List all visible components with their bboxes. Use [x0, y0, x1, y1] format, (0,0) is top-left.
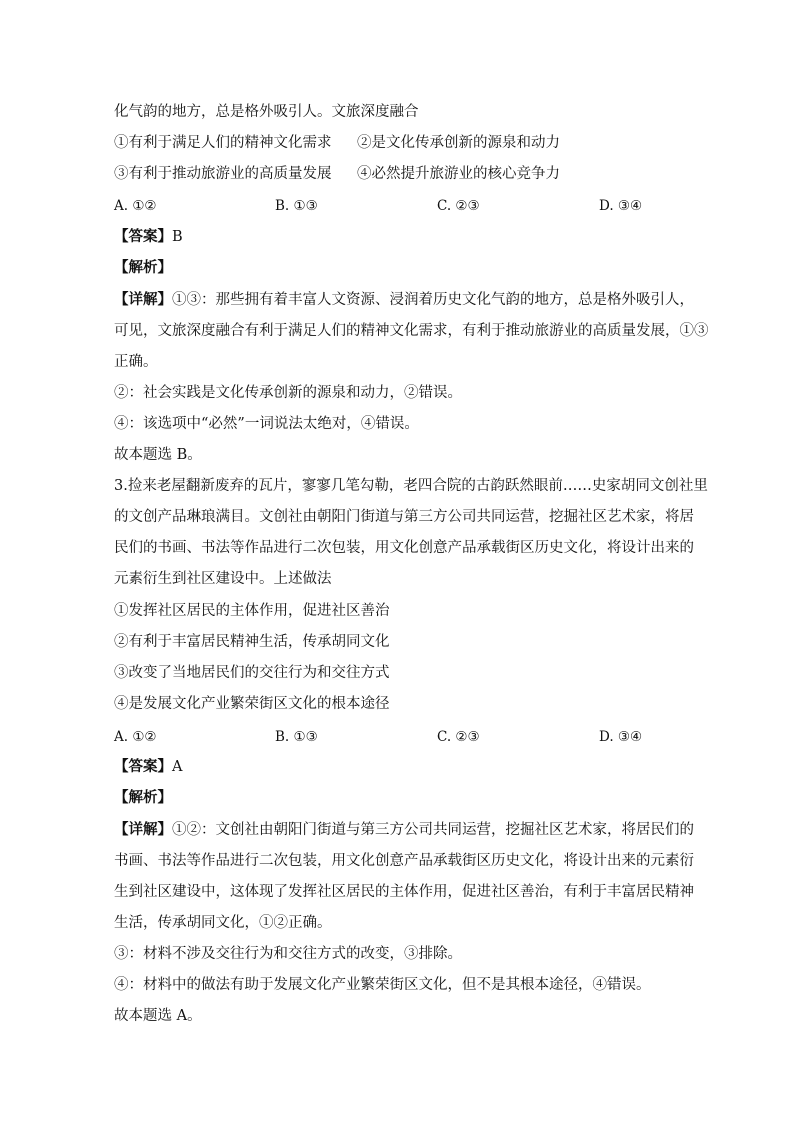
q2-detail-line-6: 故本题选 B。	[114, 447, 202, 463]
q2-option-a: A. ①②	[114, 198, 157, 214]
answer-tag: 【答案】	[114, 229, 172, 245]
detail-text: ①③：那些拥有着丰富人文资源、浸润着历史文化气韵的地方，总是格外吸引人，	[172, 292, 694, 308]
q2-item-2: ②是文化传承创新的源泉和动力	[357, 135, 560, 151]
q3-detail-line-5: ③：材料不涉及交往行为和交往方式的改变，③排除。	[114, 946, 462, 962]
q2-option-d: D. ③④	[599, 198, 643, 214]
q3-item-1: ①发挥社区居民的主体作用，促进社区善治	[114, 603, 390, 619]
q3-detail-line-7: 故本题选 A。	[114, 1008, 202, 1024]
q2-detail-line-3: 正确。	[114, 354, 158, 370]
q3-analysis-tag: 【解析】	[114, 790, 172, 806]
q2-stem-tail: 化气韵的地方，总是格外吸引人。文旅深度融合	[114, 104, 419, 120]
q2-option-b: B. ①③	[275, 198, 318, 214]
q3-option-d: D. ③④	[599, 729, 643, 745]
q3-stem-line-3: 民们的书画、书法等作品进行二次包装，用文化创意产品承载街区历史文化，将设计出来的	[114, 540, 694, 556]
q3-answer-line	[114, 757, 182, 777]
q3-detail-line-1	[114, 820, 694, 840]
q3-item-4: ④是发展文化产业繁荣街区文化的根本途径	[114, 696, 390, 712]
q3-stem-line-4: 元素衍生到社区建设中。上述做法	[114, 571, 332, 587]
q3-stem-line-2: 的文创产品琳琅满目。文创社由朝阳门街道与第三方公司共同运营，挖掘社区艺术家，将居	[114, 509, 694, 525]
q2-item-3: ③有利于推动旅游业的高质量发展	[114, 166, 332, 182]
answer-tag: 【答案】	[114, 759, 172, 775]
q3-detail-line-4: 生活，传承胡同文化，①②正确。	[114, 915, 332, 931]
q2-detail-line-2: 可见，文旅深度融合有利于满足人们的精神文化需求，有利于推动旅游业的高质量发展，①③	[114, 323, 709, 339]
q3-option-b: B. ①③	[275, 729, 318, 745]
detail-tag: 【详解】	[114, 822, 172, 838]
answer-value: A	[172, 759, 183, 775]
q2-detail-line-1	[114, 290, 694, 310]
q3-option-a: A. ①②	[114, 729, 157, 745]
detail-text: ①②：文创社由朝阳门街道与第三方公司共同运营，挖掘社区艺术家，将居民们的	[172, 822, 694, 838]
q3-item-3: ③改变了当地居民们的交往行为和交往方式	[114, 665, 390, 681]
q3-detail-line-6: ④：材料中的做法有助于发展文化产业繁荣街区文化，但不是其根本途径，④错误。	[114, 977, 651, 993]
q3-detail-line-3: 生到社区建设中，这体现了发挥社区居民的主体作用，促进社区善治，有利于丰富居民精神	[114, 884, 694, 900]
q2-item-4: ④必然提升旅游业的核心竞争力	[357, 166, 560, 182]
q3-item-2: ②有利于丰富居民精神生活，传承胡同文化	[114, 634, 390, 650]
q3-detail-line-2: 书画、书法等作品进行二次包装，用文化创意产品承载街区历史文化，将设计出来的元素衍	[114, 853, 694, 869]
answer-value: B	[172, 229, 183, 245]
q2-analysis-tag: 【解析】	[114, 260, 172, 276]
q2-option-c: C. ②③	[437, 198, 480, 214]
q2-detail-line-4: ②：社会实践是文化传承创新的源泉和动力，②错误。	[114, 385, 462, 401]
q2-detail-line-5: ④：该选项中“必然”一词说法太绝对，④错误。	[114, 416, 419, 432]
q2-answer-line	[114, 227, 183, 247]
q2-item-1: ①有利于满足人们的精神文化需求	[114, 135, 332, 151]
q3-stem-line-1: 3.捡来老屋翻新废弃的瓦片，寥寥几笔勾勒，老四合院的古韵跃然眼前……史家胡同文创社里	[114, 478, 708, 494]
detail-tag: 【详解】	[114, 292, 172, 308]
q3-option-c: C. ②③	[437, 729, 480, 745]
